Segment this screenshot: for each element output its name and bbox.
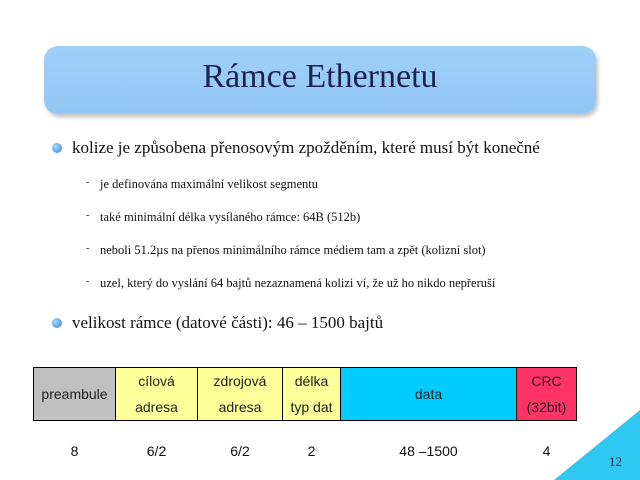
- frame-field-destination: [115, 367, 198, 421]
- frame-field-label: adresa: [218, 399, 262, 415]
- dash-icon: -: [86, 243, 90, 254]
- frame-field-label: (32bit): [526, 399, 567, 415]
- frame-size-label: 8: [70, 443, 79, 459]
- bullet-text-2: velikost rámce (datové části): 46 – 1500 bajtů: [72, 313, 384, 332]
- page-number: 12: [609, 454, 622, 469]
- frame-field-label: adresa: [135, 399, 178, 415]
- frame-field-label: CRC: [531, 373, 562, 389]
- bullet-icon: [52, 318, 62, 328]
- bullet-icon: [52, 143, 62, 153]
- frame-size-label: 6/2: [230, 443, 250, 459]
- frame-field-label: preambule: [41, 386, 108, 402]
- slide-title: Rámce Ethernetu: [202, 58, 438, 95]
- frame-size-label: 4: [542, 443, 551, 459]
- frame-field-label: typ dat: [290, 399, 333, 415]
- corner-decoration: [554, 410, 640, 480]
- frame-field-label: zdrojová: [213, 373, 267, 389]
- frame-size-label: 48 –1500: [399, 443, 458, 459]
- frame-field-length: [282, 367, 341, 421]
- subitem-2: také minimální délka vysílaného rámce: 64B (512b): [100, 210, 361, 224]
- dash-icon: -: [86, 210, 90, 221]
- frame-size-label: 6/2: [146, 443, 167, 459]
- subitem-3: neboli 51.2µs na přenos minimálního rámce médiem tam a zpět (kolizní slot): [100, 243, 486, 257]
- subitem-4: uzel, který do vyslání 64 bajtů nezaznamená kolizi ví, že už ho nikdo nepřeruší: [100, 276, 496, 290]
- frame-field-source: [197, 367, 283, 421]
- frame-field-data: [340, 367, 517, 421]
- subitem-1: je definována maximální velikost segmentu: [100, 177, 318, 191]
- frame-field-preambule: [33, 367, 116, 421]
- frame-size-label: 2: [307, 443, 316, 459]
- frame-field-label: délka: [294, 373, 329, 389]
- dash-icon: -: [86, 177, 90, 188]
- frame-field-label: data: [414, 386, 443, 402]
- bullet-text-1: kolize je způsobena přenosovým zpožděním, které musí být konečné: [72, 138, 540, 157]
- frame-field-label: cílová: [138, 373, 175, 389]
- dash-icon: -: [86, 276, 90, 287]
